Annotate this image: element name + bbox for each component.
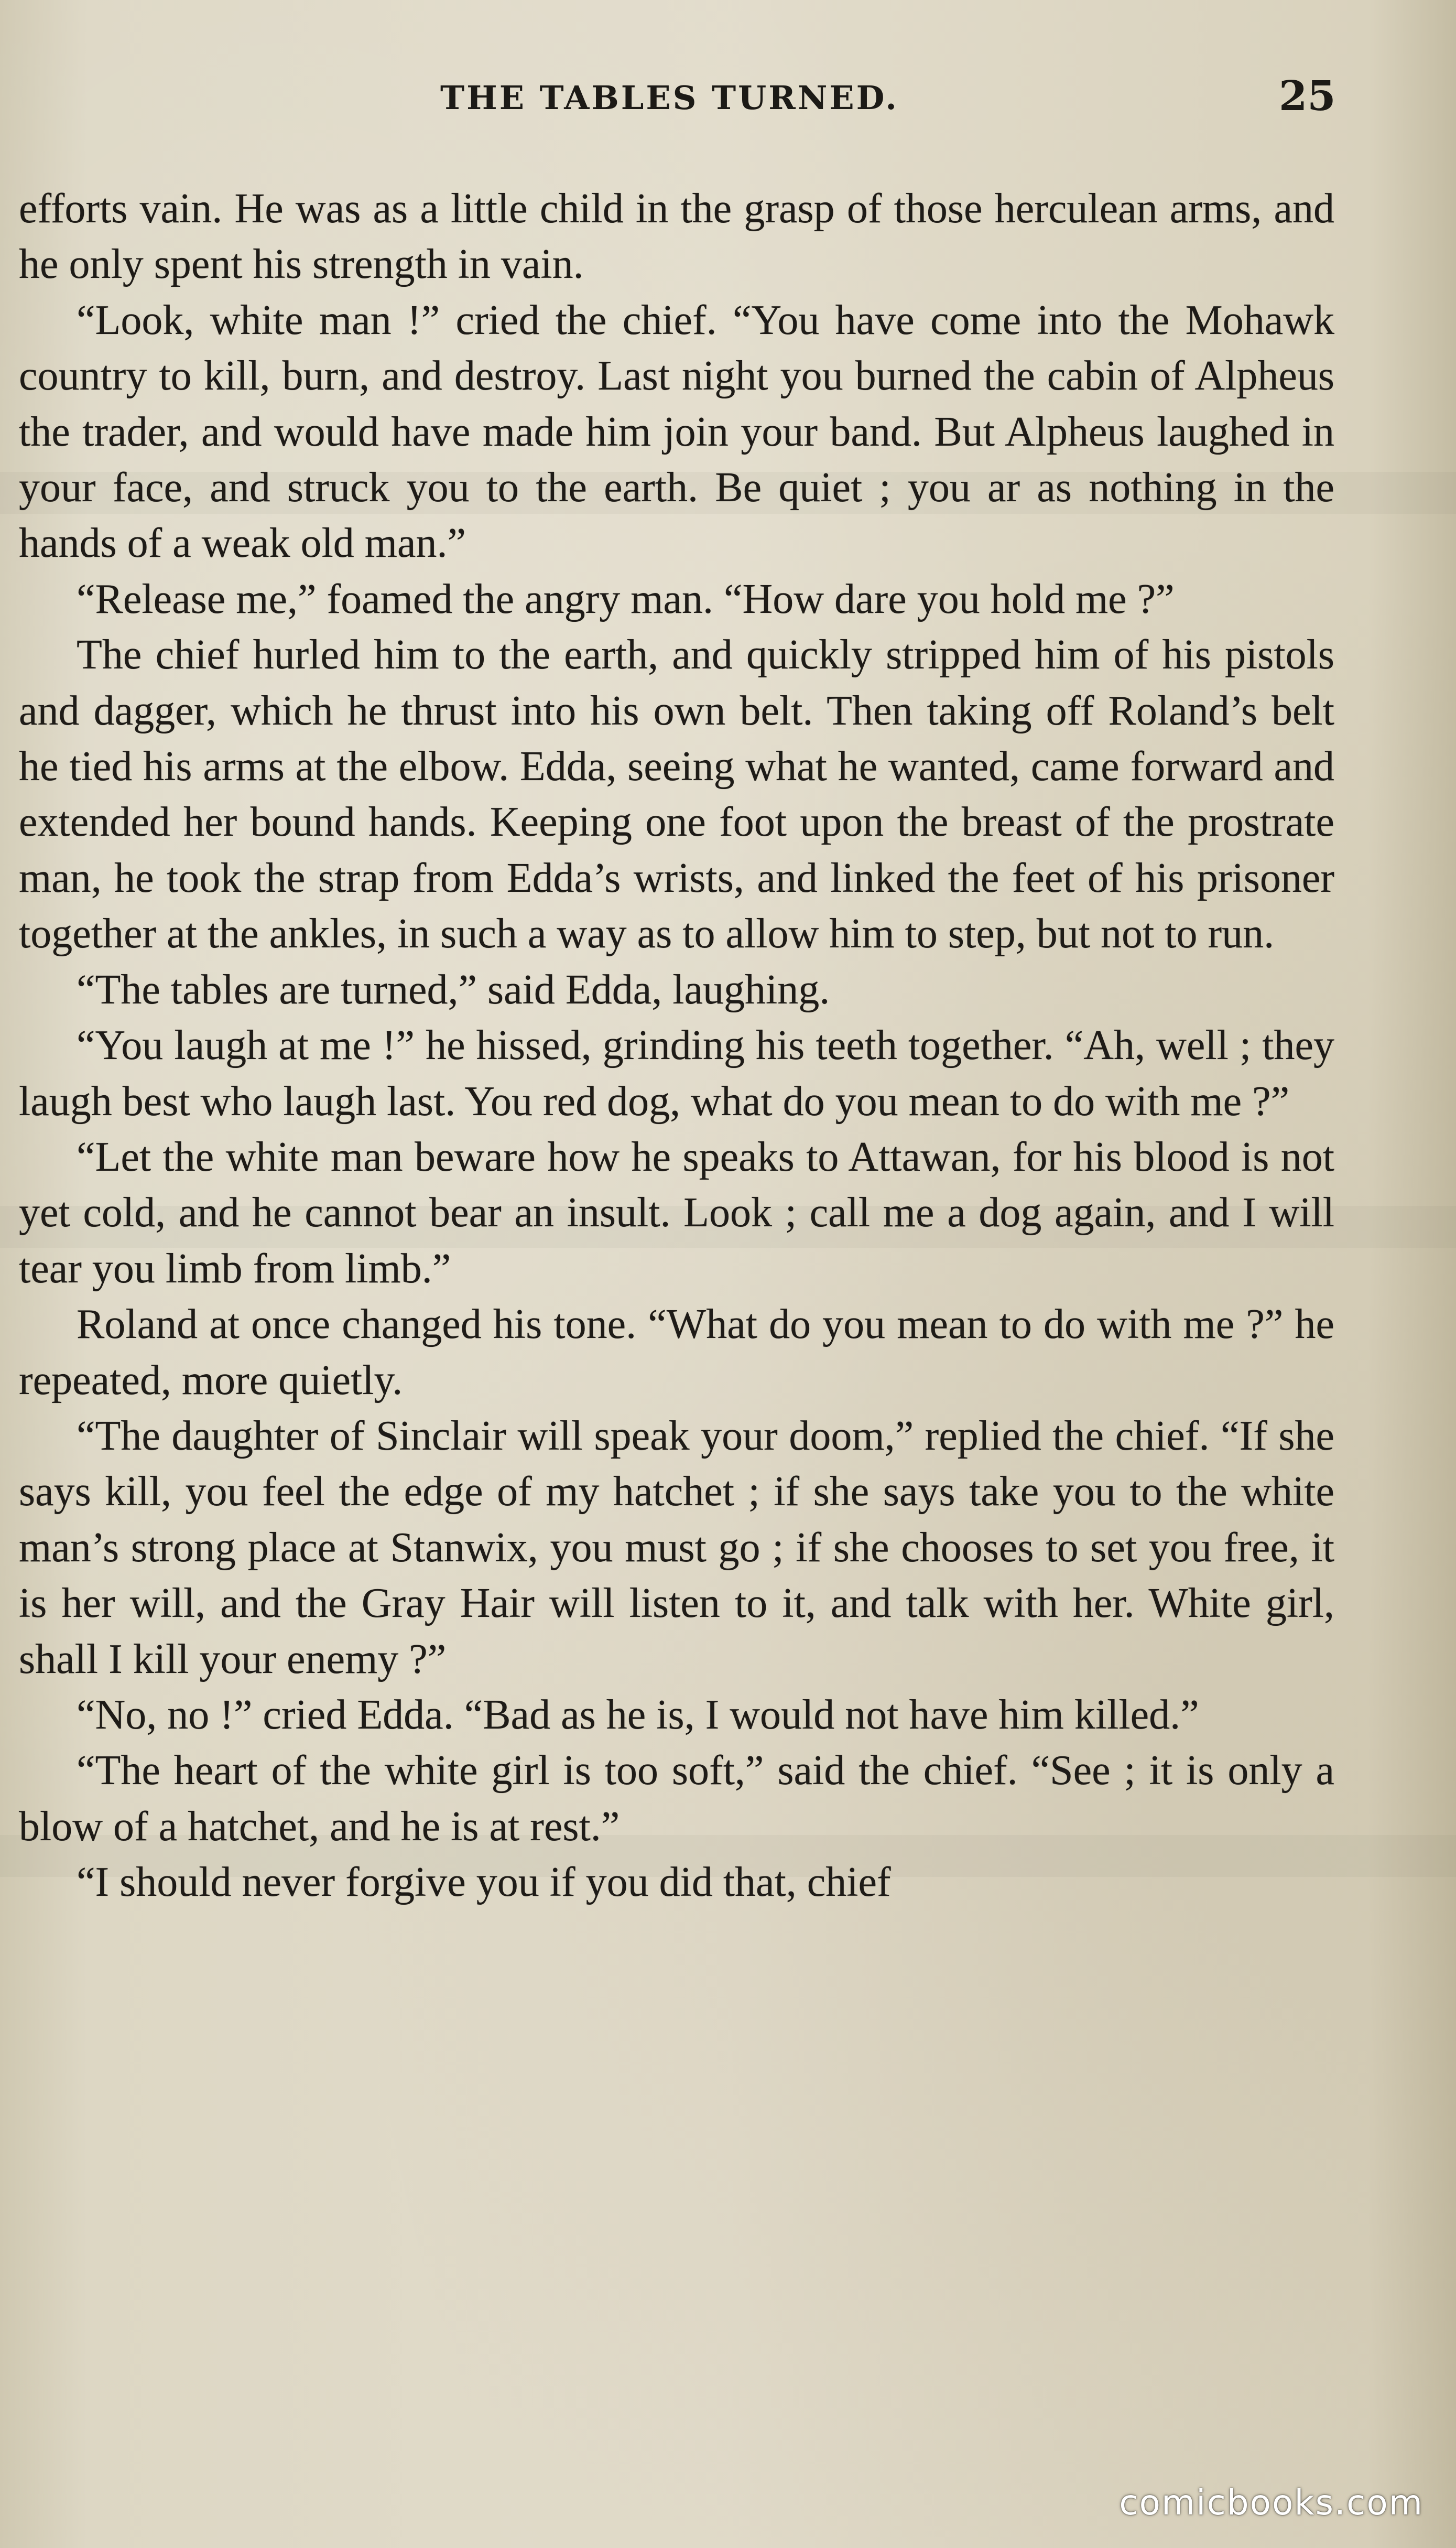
paragraph: The chief hurled him to the earth, and quickly stripped him of his pistols and dagger, which he thrust into his own belt. Then taking off Roland’s belt he tied his arms at the elbow. Edda, seeing what he wanted, came forward and extended her bound hands. Keeping one foot upon the breast of the prostrate man, he took the strap from Edda’s wrists, and linked the feet of his prisoner together at the ankles, in such a way as to allow him to step, but not to run. (19, 632, 1334, 957)
paragraph: “The tables are turned,” said Edda, laughing. (77, 966, 830, 1013)
paragraph: “No, no !” cried Edda. “Bad as he is, I would not have him killed.” (77, 1691, 1199, 1738)
paragraph: “I should never forgive you if you did that, chief (77, 1859, 891, 1906)
paragraph: efforts vain. He was as a little child in the grasp of those herculean arms, and he only spent his strength in vain. (19, 186, 1334, 288)
paragraph: “The heart of the white girl is too soft,” said the chief. “See ; it is only a blow of a hatchet, and he is at rest.” (19, 1747, 1334, 1850)
watermark: comicbooks.com (1119, 2482, 1424, 2523)
paragraph: “You laugh at me !” he hissed, grinding his teeth together. “Ah, well ; they laugh best who laugh last. You red dog, what do you mean to do with me ?” (19, 1022, 1334, 1125)
paragraph: “The daughter of Sinclair will speak your doom,” replied the chief. “If she says kill, you feel the edge of my hatchet ; if she says take you to the white man’s strong place at Stanwix, you must go ; if she chooses to set you free, it is her will, and the Gray Hair will listen to it, and talk with her. White girl, shall I kill your enemy ?” (19, 1412, 1334, 1682)
paragraph: “Look, white man !” cried the chief. “You have come into the Mohawk country to kill, burn, and destroy. Last night you burned the cabin of Alpheus the trader, and would have made him join your band. But Alpheus laughed in your face, and struck you to the earth. Be quiet ; you ar as nothing in the hands of a weak old man.” (19, 297, 1334, 567)
paragraph: “Release me,” foamed the angry man. “How dare you hold me ?” (77, 576, 1175, 622)
chapter-title: THE TABLES TURNED. (440, 79, 899, 117)
running-head (0, 72, 1456, 131)
body-text (19, 181, 1334, 1910)
page-number: 25 (1279, 72, 1336, 120)
paragraph: Roland at once changed his tone. “What do you mean to do with me ?” he repeated, more quietly. (19, 1301, 1334, 1403)
paragraph: “Let the white man beware how he speaks to Attawan, for his blood is not yet cold, and he cannot bear an insult. Look ; call me a dog again, and I will tear you limb from limb.” (19, 1133, 1334, 1292)
